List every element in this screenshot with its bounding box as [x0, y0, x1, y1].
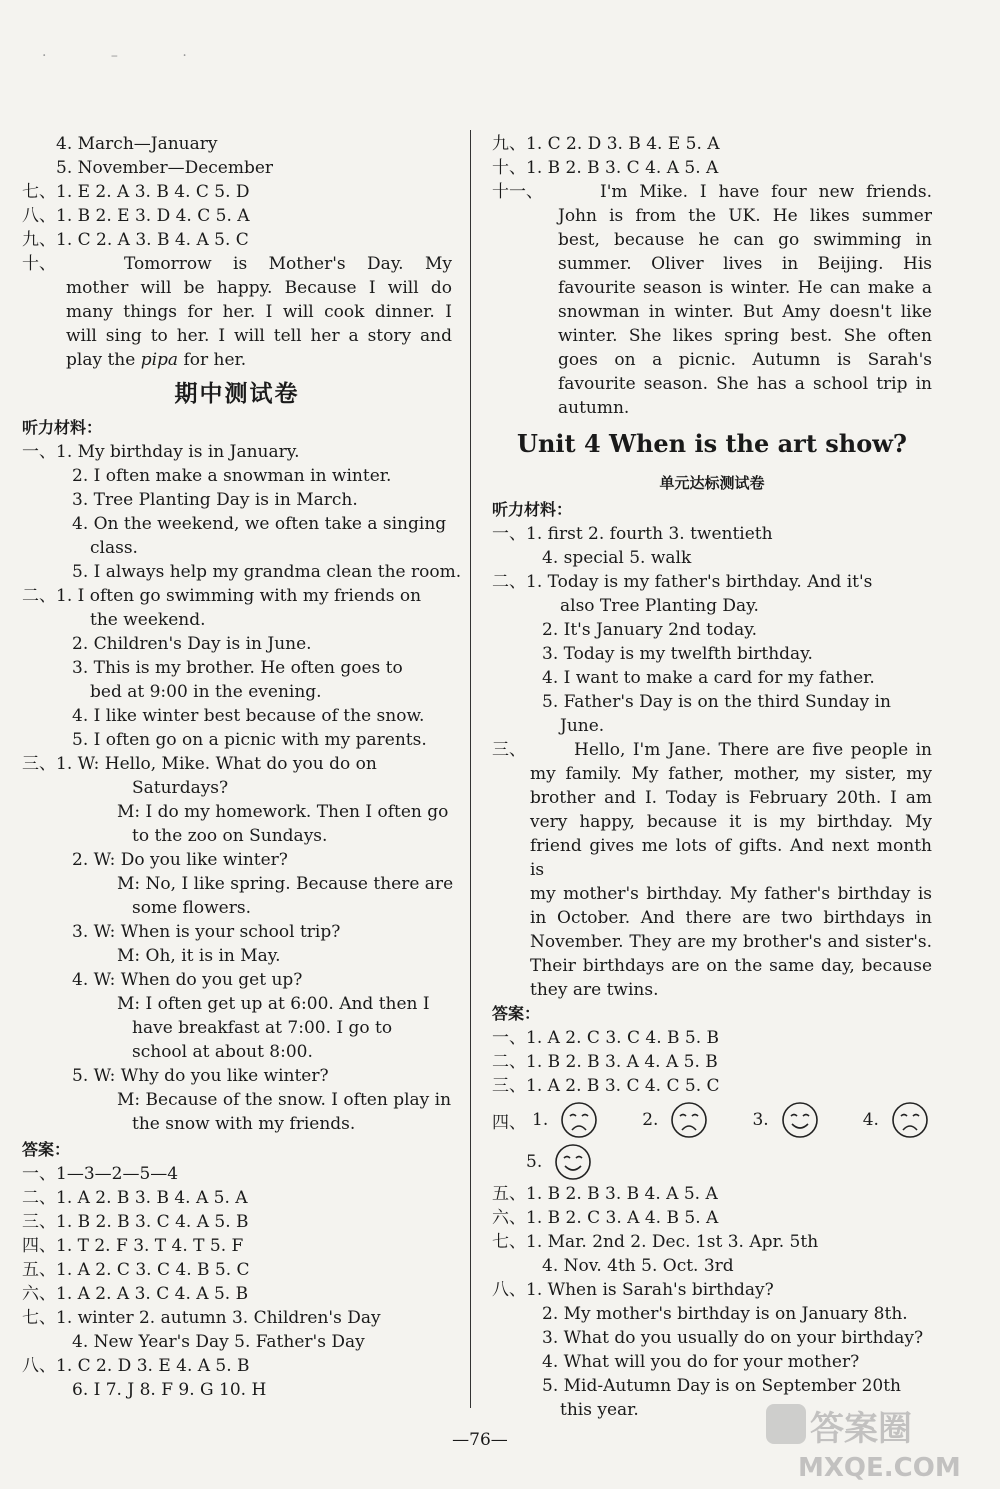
faces-answer-row [492, 1098, 932, 1142]
passage-line: friend gives me lots of gifts. And next month is [530, 836, 932, 880]
script-line: M: Because of the snow. I often play in [117, 1090, 452, 1110]
answer-line: 五、1. A 2. C 3. C 4. B 5. C [22, 1260, 250, 1280]
right-column [492, 132, 932, 1422]
answer-line: 四、1. T 2. F 3. T 4. T 5. F [22, 1236, 244, 1256]
passage-line: autumn. [558, 398, 630, 418]
passage-line: winter. She likes spring best. She often [558, 326, 932, 346]
answer-line: 三、1. A 2. B 3. C 4. C 5. C [492, 1076, 720, 1096]
unit-title: Unit 4 When is the art show? [517, 429, 907, 458]
passage-line: Hello, I'm Jane. There are five people in [574, 740, 932, 760]
script-line: M: No, I like spring. Because there are [117, 874, 454, 894]
answer-line: 二、1. A 2. B 3. B 4. A 5. A [22, 1188, 248, 1208]
answer-line: 八、1. C 2. D 3. E 4. A 5. B [22, 1356, 250, 1376]
script-line: 三、1. W: Hello, Mike. What do you do on [22, 754, 377, 774]
scan-dash-marks: · – · [42, 48, 217, 64]
passage-line: November. They are my brother's and sister's. [530, 932, 932, 952]
passage-line: best, because he can go swimming in [558, 230, 932, 250]
passage-line: will sing to her. I will tell her a story and [66, 326, 452, 346]
answer-line: 2. My mother's birthday is on January 8th. [542, 1304, 908, 1324]
script-line: 4. On the weekend, we often take a singing [72, 514, 447, 534]
faces-answer-row-2 [492, 1142, 932, 1182]
script-line: 4. W: When do you get up? [72, 970, 303, 990]
column-divider [470, 130, 471, 1408]
passage-four-friends [492, 180, 932, 420]
face-number: 3. [752, 1110, 769, 1130]
answer-line: 5. Mid-Autumn Day is on September 20th [542, 1376, 901, 1396]
answer-line: 五、1. B 2. B 3. B 4. A 5. A [492, 1184, 718, 1204]
script-line: 4. I like winter best because of the snow. [72, 706, 425, 726]
answer-line: this year. [560, 1400, 639, 1420]
script-line: 2. I often make a snowman in winter. [72, 466, 392, 486]
script-line: 2. It's January 2nd today. [542, 620, 757, 640]
script-line: class. [90, 538, 138, 558]
script-line: M: I do my homework. Then I often go [117, 802, 449, 822]
script-line: M: Oh, it is in May. [117, 946, 281, 966]
left-top-answers [22, 132, 452, 252]
script-line: 4. special 5. walk [542, 548, 692, 568]
passage-jane [492, 738, 932, 1002]
answer-line: 九、1. C 2. A 3. B 4. A 5. C [22, 230, 249, 250]
section-title-midterm: 期中测试卷 [174, 381, 300, 407]
answer-line: 七、1. Mar. 2nd 2. Dec. 1st 3. Apr. 5th [492, 1232, 819, 1252]
face-number: 4. [862, 1110, 879, 1130]
passage-line: John is from the UK. He likes summer [558, 206, 932, 226]
passage-label: 十、 [22, 254, 56, 274]
happy-face-icon [554, 1143, 592, 1181]
script-line: 5. Father's Day is on the third Sunday in [542, 692, 891, 712]
passage-line: very happy, because it is my birthday. My [530, 812, 932, 832]
passage-line: my mother's birthday. My father's birthday is [530, 884, 932, 904]
script-line: 二、1. I often go swimming with my friends on [22, 586, 422, 606]
answer-line: 七、1. winter 2. autumn 3. Children's Day [22, 1308, 381, 1328]
passage-line: brother and I. Today is February 20th. I am [530, 788, 932, 808]
sad-face-icon [891, 1101, 929, 1139]
script-line: Saturdays? [132, 778, 229, 798]
script-line: 5. W: Why do you like winter? [72, 1066, 329, 1086]
script-line: also Tree Planting Day. [560, 596, 759, 616]
answer-line: 六、1. B 2. C 3. A 4. B 5. A [492, 1208, 719, 1228]
script-line: bed at 9:00 in the evening. [90, 682, 322, 702]
script-line: 5. I often go on a picnic with my parents. [72, 730, 427, 750]
passage-line: many things for her. I will cook dinner. I [66, 302, 452, 322]
script-line: 3. This is my brother. He often goes to [72, 658, 403, 678]
script-line: some flowers. [132, 898, 251, 918]
script-line: have breakfast at 7:00. I go to [132, 1018, 393, 1038]
passage-label: 三、 [492, 740, 526, 760]
script-line: 3. Tree Planting Day is in March. [72, 490, 358, 510]
answer-line: 八、1. B 2. E 3. D 4. C 5. A [22, 206, 250, 226]
passage-line: I'm Mike. I have four new friends. [600, 182, 932, 202]
passage-line: snowman in winter. But Amy doesn't like [558, 302, 932, 322]
right-answer-key-b [492, 1182, 932, 1422]
passage-line-last: play the pipa for her. [66, 350, 247, 370]
answer-line: 4. What will you do for your mother? [542, 1352, 860, 1372]
passage-line: my family. My father, mother, my sister, my [530, 764, 932, 784]
right-listening-script [492, 522, 932, 738]
passage-line: mother will be happy. Because I will do [66, 278, 452, 298]
answer-line: 3. What do you usually do on your birthday? [542, 1328, 924, 1348]
passage-line: favourite season. She has a school trip in [558, 374, 932, 394]
face-number: 1. [532, 1110, 549, 1130]
passage-mothers-day [22, 252, 452, 372]
left-column [22, 132, 462, 1402]
script-line: 2. Children's Day is in June. [72, 634, 312, 654]
script-line: 5. I always help my grandma clean the room. [72, 562, 462, 582]
answer-line: 七、1. E 2. A 3. B 4. C 5. D [22, 182, 250, 202]
listening-label: 听力材料： [492, 500, 573, 519]
right-top-answers [492, 132, 932, 180]
answer-line: 4. March—January [56, 134, 218, 154]
answer-line: 4. New Year's Day 5. Father's Day [72, 1332, 365, 1352]
script-line: June. [560, 716, 605, 736]
happy-face-icon [781, 1101, 819, 1139]
passage-line: in October. And there are two birthdays in [530, 908, 932, 928]
passage-line: Tomorrow is Mother's Day. My [124, 254, 452, 274]
watermark-logo [760, 1400, 990, 1482]
sad-face-icon [670, 1101, 708, 1139]
script-line: 2. W: Do you like winter? [72, 850, 288, 870]
left-answer-key [22, 1162, 452, 1402]
answer-line: 一、1. A 2. C 3. C 4. B 5. B [492, 1028, 720, 1048]
script-line: 4. I want to make a card for my father. [542, 668, 875, 688]
faces-label: 四、 [492, 1112, 526, 1133]
script-line: 3. Today is my twelfth birthday. [542, 644, 813, 664]
watermark-badge-icon [766, 1404, 806, 1444]
left-listening-script [22, 440, 462, 1136]
passage-line: goes on a picnic. Autumn is Sarah's [558, 350, 932, 370]
sad-face-icon [560, 1101, 598, 1139]
passage-line: favourite season is winter. He can make a [558, 278, 932, 298]
answer-line: 六、1. A 2. A 3. C 4. A 5. B [22, 1284, 249, 1304]
unit-subtitle: 单元达标测试卷 [659, 474, 765, 492]
script-line: 二、1. Today is my father's birthday. And it's [492, 572, 873, 592]
watermark-site: MXQE.COM [798, 1453, 961, 1482]
answer-line: 4. Nov. 4th 5. Oct. 3rd [542, 1256, 734, 1276]
right-answer-key-a [492, 1026, 932, 1098]
script-line: 一、1. My birthday is in January. [22, 442, 300, 462]
watermark-logo-text: 答案圈 [810, 1409, 912, 1449]
answer-line: 5. November—December [56, 158, 274, 178]
answer-line: 九、1. C 2. D 3. B 4. E 5. A [492, 134, 720, 154]
answer-line: 八、1. When is Sarah's birthday? [492, 1280, 774, 1300]
pipa-term: pipa [140, 350, 179, 370]
script-line: 3. W: When is your school trip? [72, 922, 341, 942]
script-line: the snow with my friends. [132, 1114, 356, 1134]
answer-line: 三、1. B 2. B 3. C 4. A 5. B [22, 1212, 249, 1232]
passage-line: they are twins. [530, 980, 659, 1000]
answers-label: 答案： [492, 1004, 541, 1023]
script-line: to the zoo on Sundays. [132, 826, 328, 846]
passage-line: Their birthdays are on the same day, because [530, 956, 932, 976]
listening-label: 听力材料： [22, 418, 103, 437]
face-number: 2. [642, 1110, 659, 1130]
passage-line: summer. Oliver lives in Beijing. His [558, 254, 932, 274]
face-number: 5. [526, 1152, 543, 1172]
script-line: 一、1. first 2. fourth 3. twentieth [492, 524, 773, 544]
answer-line: 6. I 7. J 8. F 9. G 10. H [72, 1380, 267, 1400]
script-line: the weekend. [90, 610, 206, 630]
answer-line: 十、1. B 2. B 3. C 4. A 5. A [492, 158, 719, 178]
answer-line: 一、1—3—2—5—4 [22, 1164, 179, 1184]
answer-line: 二、1. B 2. B 3. A 4. A 5. B [492, 1052, 718, 1072]
script-line: school at about 8:00. [132, 1042, 313, 1062]
script-line: M: I often get up at 6:00. And then I [117, 994, 430, 1014]
page-number: —76— [452, 1430, 508, 1450]
passage-label: 十一、 [492, 182, 543, 202]
answers-label: 答案： [22, 1140, 71, 1159]
